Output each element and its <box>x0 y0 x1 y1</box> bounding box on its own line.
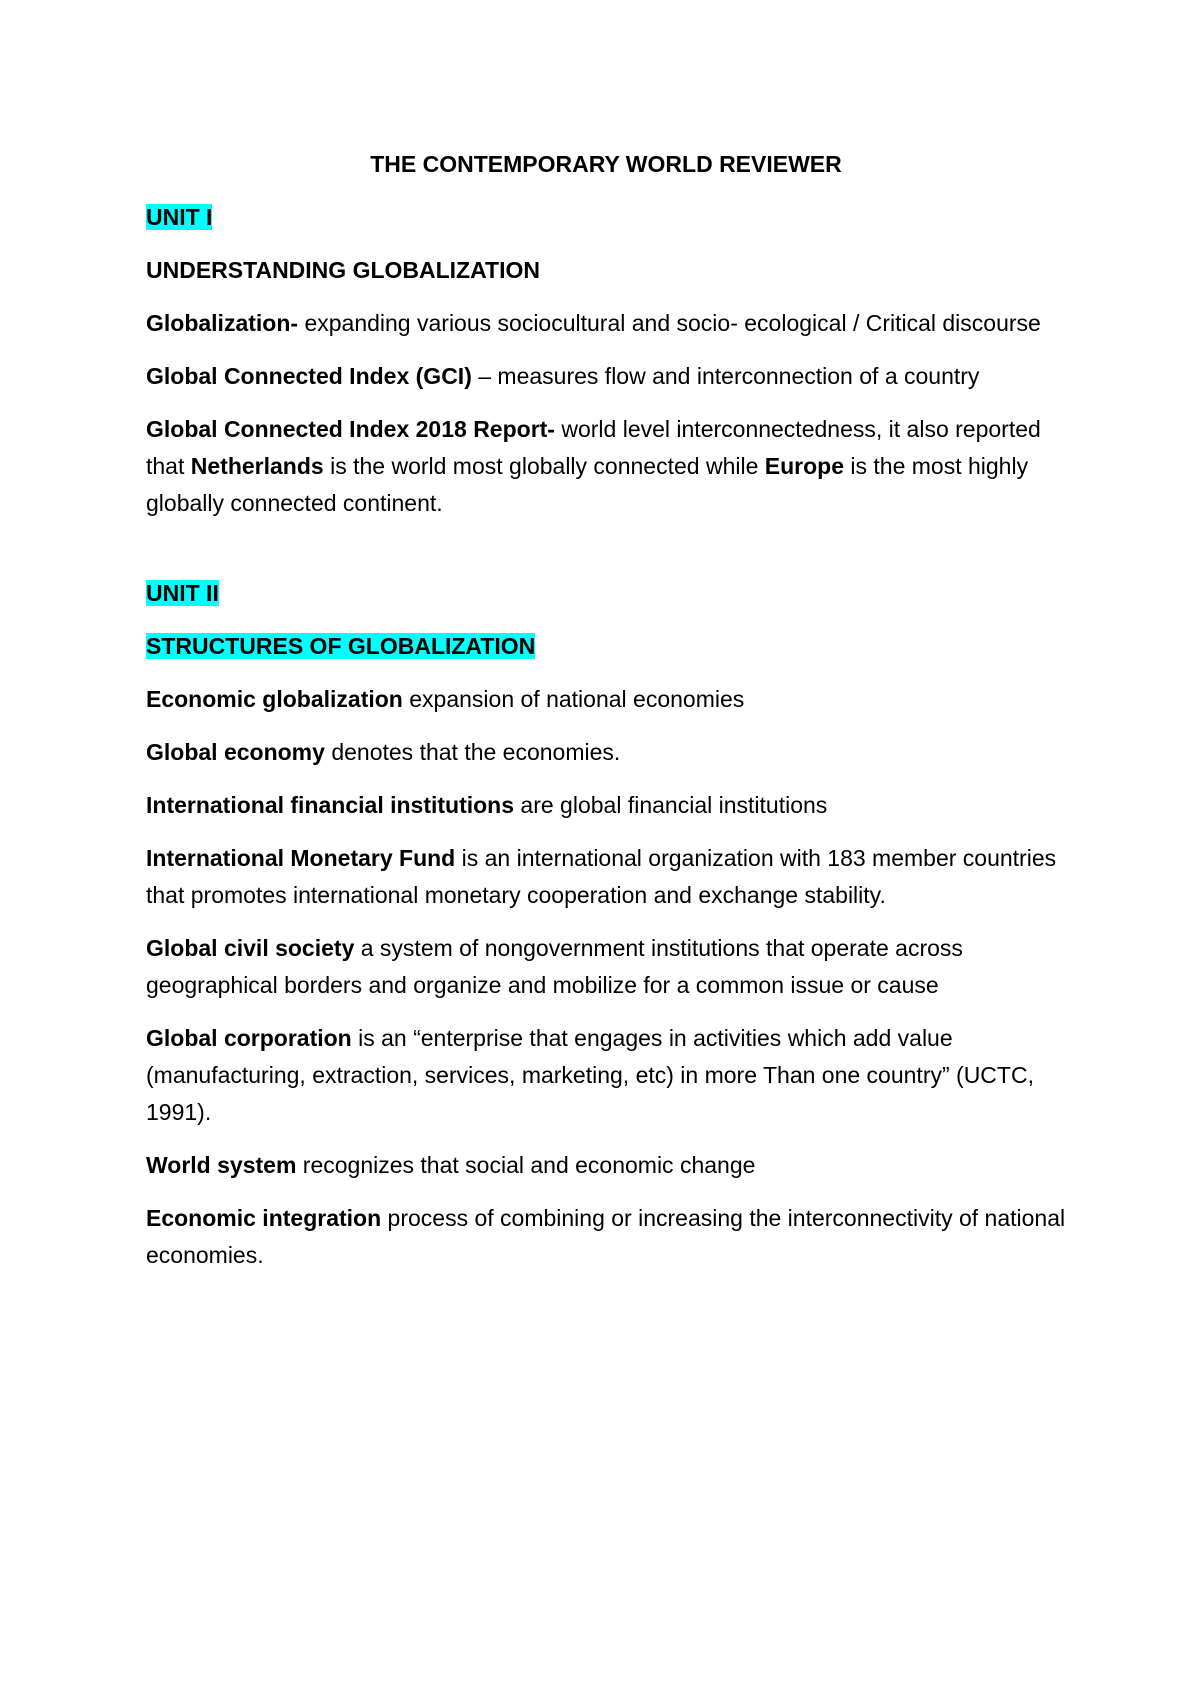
term: Global economy <box>146 739 325 765</box>
document-body <box>146 146 1066 1290</box>
definition-text: process of combining or increasing the interconnectivity of national economies. <box>146 1205 1066 1268</box>
spacer <box>146 538 1066 575</box>
definition-text: expanding various sociocultural and socio- ecological / Critical discourse <box>298 310 1041 336</box>
definition-global-civil-society <box>146 930 1066 1004</box>
term: Global Connected Index 2018 Report- <box>146 416 555 442</box>
definition-imf <box>146 840 1066 914</box>
document-title: THE CONTEMPORARY WORLD REVIEWER <box>370 151 842 177</box>
definition-text: denotes that the economies. <box>324 739 621 765</box>
definition-text: is the world most globally connected while <box>323 453 765 479</box>
definition-text: expansion of national economies <box>402 686 745 712</box>
unit-2-heading <box>146 628 1066 665</box>
definition-economic-globalization <box>146 681 1066 718</box>
term: Global Connected Index (GCI) <box>146 363 472 389</box>
definition-globalization <box>146 305 1066 342</box>
definition-financial-institutions <box>146 787 1066 824</box>
unit-1-heading: UNDERSTANDING GLOBALIZATION <box>146 257 540 283</box>
definition-global-corporation <box>146 1020 1066 1131</box>
definition-world-system <box>146 1147 1066 1184</box>
term: Economic integration <box>146 1205 382 1231</box>
definition-text: a system of nongovernment institutions that operate across geographical borders and organize and mobilize for a common issue or cause <box>146 935 963 998</box>
term: Globalization- <box>146 310 299 336</box>
definition-text: is the most highly globally connected continent. <box>146 453 1029 516</box>
definition-economic-integration <box>146 1200 1066 1274</box>
definition-text: recognizes that social and economic change <box>296 1152 756 1178</box>
definition-text: – measures flow and interconnection of a country <box>471 363 980 389</box>
unit-1-label-text: UNIT I <box>146 204 213 230</box>
unit-2-label-text: UNIT II <box>146 580 219 606</box>
unit-2-label <box>146 575 1066 612</box>
definition-gci <box>146 358 1066 395</box>
definition-global-economy <box>146 734 1066 771</box>
term: World system <box>146 1152 297 1178</box>
definition-text: is an “enterprise that engages in activities which add value (manufacturing, extraction, services, marketing, etc) in more Than one country” (UCTC, 1991). <box>146 1025 1034 1125</box>
definition-text: is an international organization with 183 member countries that promotes international monetary cooperation and exchange stability. <box>146 845 1057 908</box>
unit-2-heading-text: STRUCTURES OF GLOBALIZATION <box>146 633 536 659</box>
definition-text: are global financial institutions <box>514 792 828 818</box>
definition-gci-2018-report <box>146 411 1066 522</box>
term: International Monetary Fund <box>146 845 456 871</box>
bold-country: Netherlands <box>190 453 324 479</box>
bold-continent: Europe <box>764 453 844 479</box>
term: Economic globalization <box>146 686 403 712</box>
unit-1-label <box>146 199 1066 236</box>
definition-text: world level interconnectedness, it also reported that <box>146 416 1041 479</box>
term: International financial institutions <box>146 792 515 818</box>
term: Global corporation <box>146 1025 352 1051</box>
term: Global civil society <box>146 935 355 961</box>
